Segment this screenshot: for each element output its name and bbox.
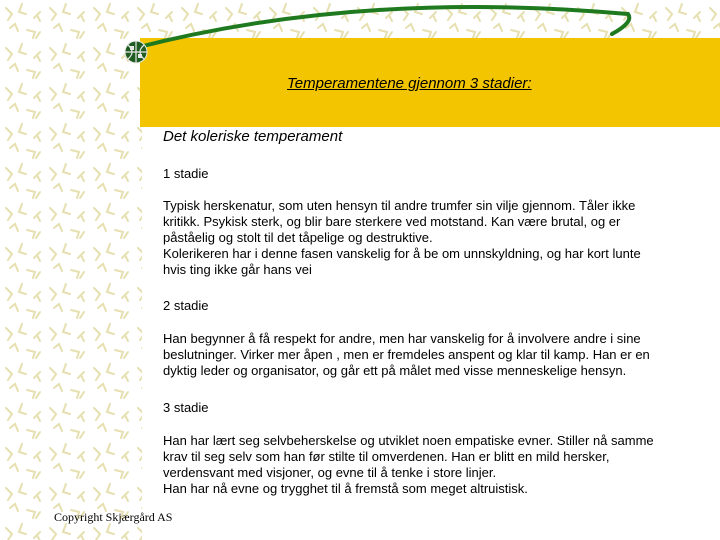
stage-2-label: 2 stadie <box>163 298 209 313</box>
slide-title: Temperamentene gjennom 3 stadier: <box>287 75 532 92</box>
text-line: dyktig leder og organisator, og går ett på målet med visse menneskelige hensyn. <box>163 363 627 378</box>
green-swoosh <box>135 7 629 48</box>
temperament-subtitle: Det koleriske temperament <box>163 128 343 145</box>
text-line: Han har lært seg selvbeherskelse og utviklet noen empatiske evner. Stiller nå samme <box>163 433 654 448</box>
stage-3-text <box>163 433 708 497</box>
copyright-notice: Copyright Skjærgård AS <box>54 510 173 524</box>
text-line: hvis ting ikke går hans vei <box>163 262 312 277</box>
stage-1-label: 1 stadie <box>163 166 209 181</box>
text-line: påståelig og stolt til det tåpelige og destruktive. <box>163 230 433 245</box>
globe-icon <box>125 41 147 63</box>
text-line: Han begynner å få respekt for andre, men har vanskelig for å involvere andre i sine <box>163 331 641 346</box>
text-line: krav til seg selv som han før stilte til omverdenen. Han er blitt en mild hersker, <box>163 449 610 464</box>
stage-3-label: 3 stadie <box>163 400 209 415</box>
text-line: verdensvant med visjoner, og evne til å tenke i store linjer. <box>163 465 497 480</box>
stage-2-text <box>163 331 708 379</box>
text-line: Typisk herskenatur, som uten hensyn til andre trumfer sin vilje gjennom. Tåler ikke <box>163 198 636 213</box>
header-decoration <box>0 0 720 80</box>
text-line: Han har nå evne og trygghet til å fremstå som meget altruistisk. <box>163 481 528 496</box>
text-line: Kolerikeren har i denne fasen vanskelig for å be om unnskyldning, og har kort lunte <box>163 246 641 261</box>
text-line: beslutninger. Virker mer åpen , men er fremdeles anspent og klar til kamp. Han er en <box>163 347 650 362</box>
stage-1-text <box>163 198 708 278</box>
text-line: kritikk. Psykisk sterk, og blir bare sterkere ved motstand. Kan være brutal, og er <box>163 214 621 229</box>
